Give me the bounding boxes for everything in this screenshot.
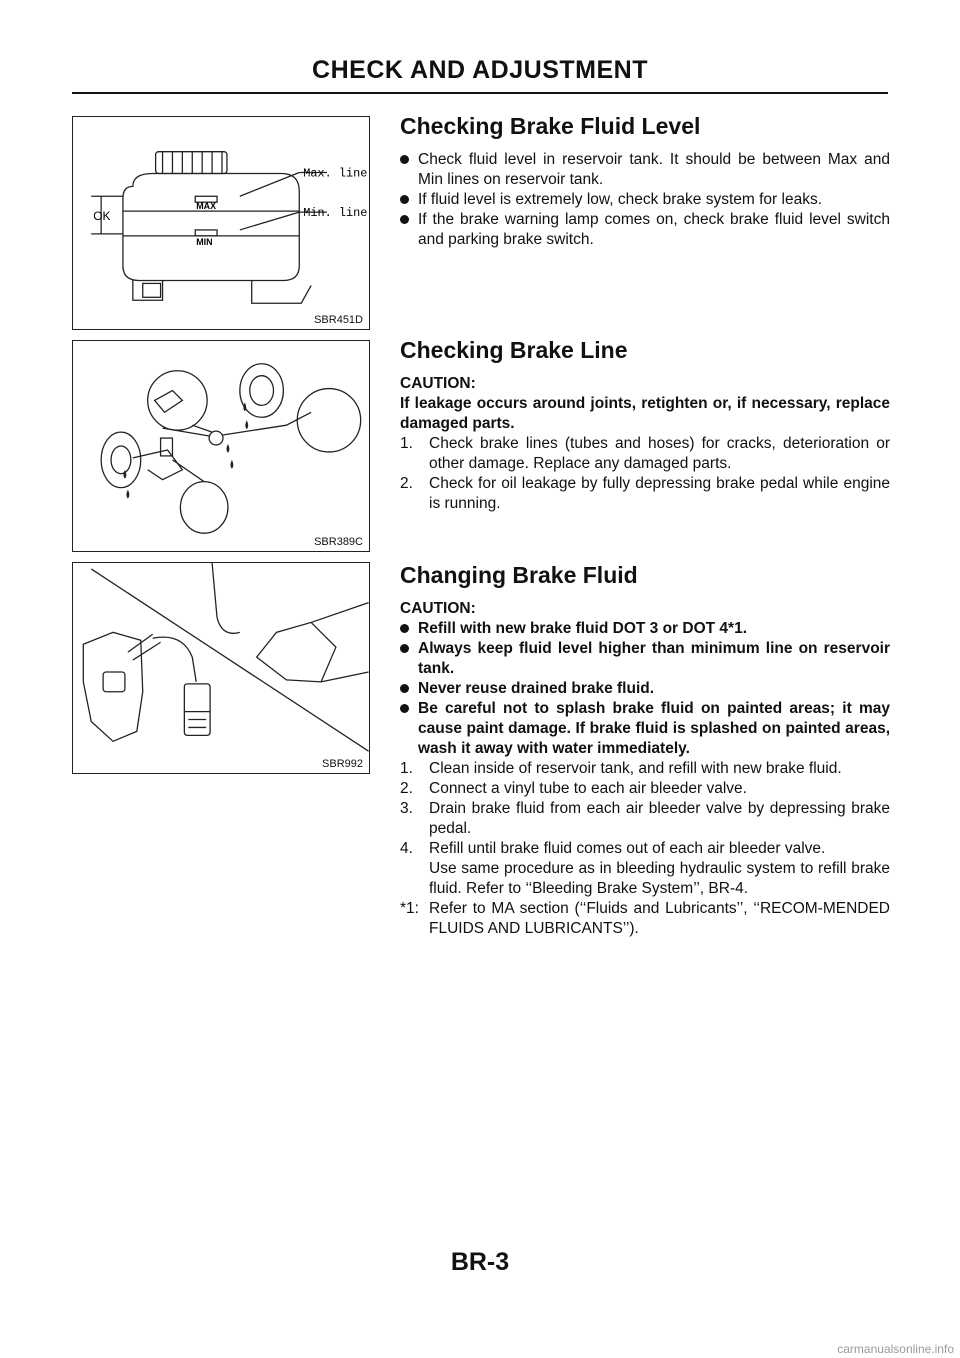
figure-code: SBR389C [314, 536, 363, 548]
page-header-title: CHECK AND ADJUSTMENT [312, 56, 648, 84]
caution-bullet: Be careful not to splash brake fluid on painted areas; it may cause paint damage. If brake fluid is splashed on painted areas, wash it away with water immediately. [400, 699, 890, 759]
bleeding-illustration [73, 563, 369, 773]
section-title: Checking Brake Fluid Level [400, 113, 701, 139]
footnote: *1: Refer to MA section (‘‘Fluids and Lubricants’’, ‘‘RECOM-MENDED FLUIDS AND LUBRICANTS’’). [400, 900, 890, 937]
bullet-item: If fluid level is extremely low, check brake system for leaks. [400, 190, 890, 210]
figure-reservoir-tank [72, 116, 370, 330]
brake-lines-illustration [73, 341, 369, 551]
step-item: 3. Drain brake fluid from each air bleeder valve by depressing brake pedal. [400, 800, 890, 837]
step-item: 1. Clean inside of reservoir tank, and refill with new brake fluid. [400, 760, 842, 777]
max-marking: MAX [196, 201, 217, 212]
header-rule [72, 92, 888, 94]
caution-bullet: Never reuse drained brake fluid. [400, 679, 890, 699]
section-brake-line [400, 336, 890, 514]
watermark: carmanualsonline.info [837, 1342, 954, 1356]
bullet-item: If the brake warning lamp comes on, check brake fluid level switch and parking brake switch. [400, 210, 890, 250]
ok-label: OK [93, 209, 111, 224]
max-line-label: Max. line [303, 166, 368, 181]
figure-brake-lines [72, 340, 370, 552]
reservoir-illustration [73, 117, 369, 329]
page-number: BR-3 [450, 1248, 510, 1276]
caution-text: If leakage occurs around joints, retighten or, if necessary, replace damaged parts. [400, 395, 890, 432]
figure-code: SBR451D [314, 314, 363, 326]
step-item: 4. Refill until brake fluid comes out of each air bleeder valve. [400, 840, 826, 857]
step-continuation: Use same procedure as in bleeding hydraulic system to refill brake fluid. Refer to ‘‘Bleeding Brake System’’, BR-4. [429, 860, 890, 897]
section-title: Checking Brake Line [400, 337, 628, 363]
figure-code: SBR992 [322, 758, 363, 770]
caution-bullet: Always keep fluid level higher than minimum line on reservoir tank. [400, 639, 890, 679]
min-marking: MIN [196, 236, 213, 247]
figure-bleeding-fluid [72, 562, 370, 774]
bullet-item: Check fluid level in reservoir tank. It should be between Max and Min lines on reservoir tank. [400, 150, 890, 190]
caution-label: CAUTION: [400, 375, 476, 392]
step-item: 2. Connect a vinyl tube to each air bleeder valve. [400, 780, 747, 797]
section-changing-fluid [400, 561, 890, 939]
step-item: 1. Check brake lines (tubes and hoses) for cracks, deterioration or other damage. Replace any damaged parts. [400, 435, 890, 472]
section-title: Changing Brake Fluid [400, 562, 638, 588]
caution-bullet: Refill with new brake fluid DOT 3 or DOT 4*1. [400, 619, 890, 639]
section-fluid-level [400, 112, 890, 250]
step-item: 2. Check for oil leakage by fully depressing brake pedal while engine is running. [400, 475, 890, 512]
caution-label: CAUTION: [400, 600, 476, 617]
min-line-label: Min. line [303, 206, 368, 221]
